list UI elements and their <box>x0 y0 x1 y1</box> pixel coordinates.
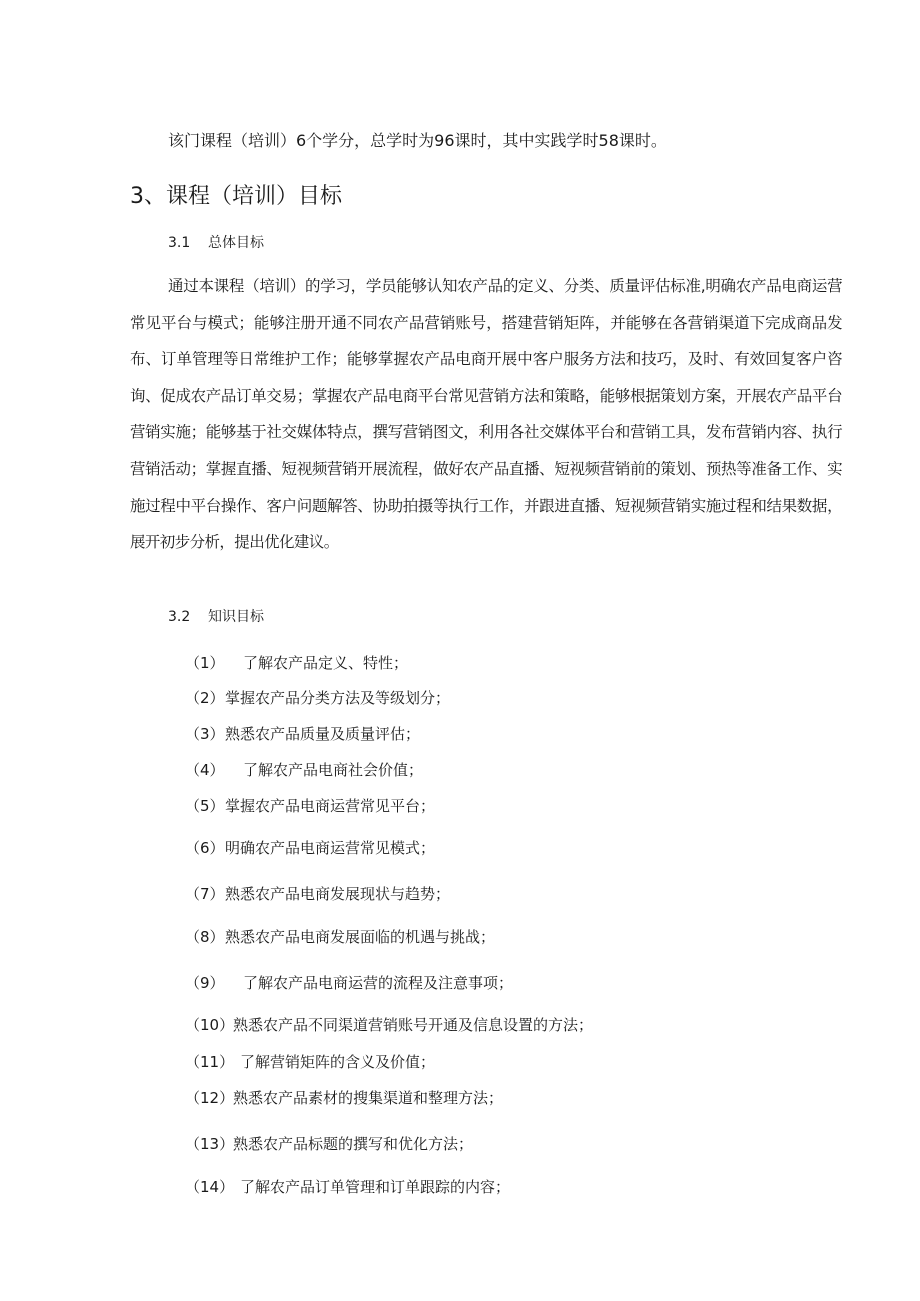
list-item-number: （2） <box>185 689 225 707</box>
list-item <box>185 972 513 993</box>
list-item-text: 掌握农产品分类方法及等级划分； <box>225 689 451 707</box>
list-item <box>185 1051 435 1072</box>
subheading-title: 总体目标 <box>208 235 264 251</box>
list-item-number: （1） <box>185 654 225 672</box>
list-item <box>185 1087 503 1108</box>
list-item-text: 熟悉农产品电商发展现状与趋势； <box>225 885 451 903</box>
list-item-text: 掌握农产品电商运营常见平台； <box>225 797 436 815</box>
list-item-text: 明确农产品电商运营常见模式； <box>225 839 436 857</box>
list-item-number: （11） <box>185 1053 235 1071</box>
subheading-knowledge <box>168 606 264 626</box>
list-item-number: （12） <box>185 1089 235 1107</box>
subheading-overall <box>168 232 264 252</box>
list-item-number: （14） <box>185 1178 235 1196</box>
list-item-number: （8） <box>185 928 225 946</box>
subheading-number: 3.1 <box>168 235 191 251</box>
list-item <box>185 837 435 858</box>
list-item <box>185 687 450 708</box>
list-item <box>185 926 495 947</box>
list-item-number: （7） <box>185 885 225 903</box>
list-item-number: （10） <box>185 1016 235 1034</box>
list-item-text: 熟悉农产品电商发展面临的机遇与挑战； <box>225 928 496 946</box>
course-credits-text: 该门课程（培训）6个学分，总学时为96课时，其中实践学时58课时。 <box>168 131 667 150</box>
list-item <box>185 795 435 816</box>
list-item-text: 了解农产品电商社会价值； <box>243 761 424 779</box>
list-item-text: 了解营销矩阵的含义及价值； <box>240 1053 436 1071</box>
overall-goal-paragraph: 通过本课程（培训）的学习，学员能够认知农产品的定义、分类、质量评估标准,明确农产品电商运营常见平台与模式；能够注册开通不同农产品营销账号，搭建营销矩阵，并能够在各营销渠道下完成商品发布、订单管理等日常维护工作；能够掌握农产品电商开展中客户服务方法和技巧，及时、有效回复客户咨询、促成农产品订单交易；掌握农产品电商平台常见营销方法和策略，能够根据策划方案，开展农产品平台营销实施；能够基于社交媒体特点，撰写营销图文，利用各社交媒体平台和营销工具，发布营销内容、执行营销活动；掌握直播、短视频营销开展流程，做好农产品直播、短视频营销前的策划、预热等准备工作、实施过程中平台操作、客户问题解答、协助拍摄等执行工作，并跟进直播、短视频营销实施过程和结果数据，展开初步分析，提出优化建议。 <box>130 277 842 552</box>
list-item-number: （4） <box>185 761 225 779</box>
list-item <box>185 723 420 744</box>
list-item <box>185 1133 473 1154</box>
list-item <box>185 759 423 780</box>
section-heading: 3、课程（培训）目标 <box>130 184 342 209</box>
list-item-number: （3） <box>185 725 225 743</box>
list-item-text: 了解农产品电商运营的流程及注意事项； <box>243 974 514 992</box>
list-item-text: 了解农产品定义、特性； <box>243 654 409 672</box>
list-item <box>185 1014 593 1035</box>
list-item <box>185 652 408 673</box>
list-item-text: 了解农产品订单管理和订单跟踪的内容； <box>240 1178 511 1196</box>
subheading-title: 知识目标 <box>208 609 264 625</box>
subheading-number: 3.2 <box>168 609 191 625</box>
list-item <box>185 1176 510 1197</box>
list-item <box>185 883 450 904</box>
list-item-number: （9） <box>185 974 225 992</box>
list-item-number: （6） <box>185 839 225 857</box>
list-item-text: 熟悉农产品不同渠道营销账号开通及信息设置的方法； <box>233 1016 594 1034</box>
list-item-number: （5） <box>185 797 225 815</box>
list-item-number: （13） <box>185 1135 235 1153</box>
list-item-text: 熟悉农产品质量及质量评估； <box>225 725 421 743</box>
list-item-text: 熟悉农产品素材的搜集渠道和整理方法； <box>233 1089 504 1107</box>
list-item-text: 熟悉农产品标题的撰写和优化方法； <box>233 1135 474 1153</box>
